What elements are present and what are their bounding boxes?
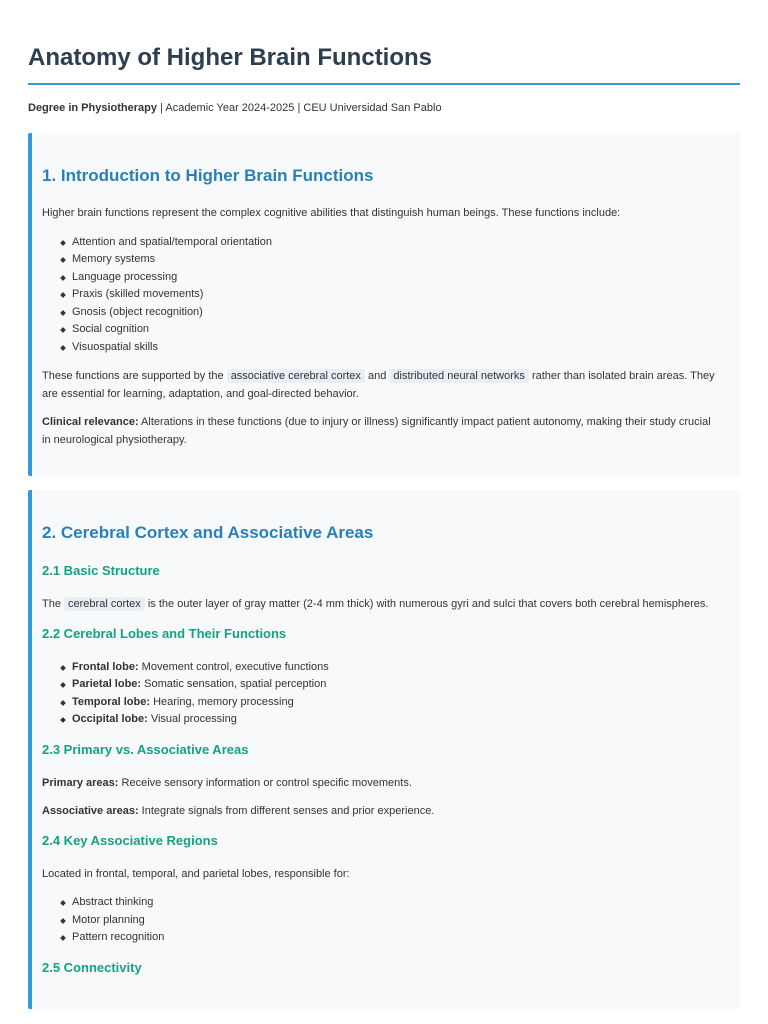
- lobe-desc: Movement control, executive functions: [138, 660, 329, 673]
- regions-list: [42, 894, 722, 947]
- lobes-list: [42, 659, 722, 729]
- list-item: [60, 694, 722, 712]
- list-item: [60, 676, 722, 694]
- subsection-heading: 2.4 Key Associative Regions: [42, 832, 218, 848]
- list-item: [60, 711, 722, 729]
- highlight-term: cerebral cortex: [64, 597, 145, 611]
- associative-text: Integrate signals from different senses and prior experience.: [138, 805, 435, 817]
- lobe-name: Parietal lobe:: [72, 678, 142, 690]
- list-item: Pattern recognition: [60, 929, 722, 947]
- lobe-desc: Somatic sensation, spatial perception: [141, 678, 327, 690]
- page-title: Anatomy of Higher Brain Functions: [28, 0, 740, 85]
- subsection-heading: 2.2 Cerebral Lobes and Their Functions: [42, 625, 287, 641]
- basic-text-post: is the outer layer of gray matter (2-4 mm thick) with numerous gyri and sulci that covers both cerebral hemispheres.: [147, 598, 709, 610]
- section-introduction: [28, 133, 740, 476]
- degree-label: Degree in Physiotherapy: [28, 102, 157, 114]
- primary-label: Primary areas:: [42, 776, 119, 789]
- subsection-heading: 2.1 Basic Structure: [42, 563, 160, 578]
- lobe-name: Temporal lobe:: [72, 695, 151, 708]
- section-heading: 2. Cerebral Cortex and Associative Areas: [42, 523, 374, 542]
- associative-label: Associative areas:: [42, 805, 139, 817]
- functions-list: [42, 234, 722, 357]
- associative-areas-paragraph: [42, 803, 722, 821]
- support-paragraph: [42, 368, 722, 403]
- basic-structure-paragraph: [42, 596, 722, 614]
- lobe-name: Frontal lobe:: [72, 660, 139, 673]
- intro-paragraph: Higher brain functions represent the complex cognitive abilities that distinguish human beings. These functions include:: [42, 207, 621, 219]
- regions-intro: Located in frontal, temporal, and parietal lobes, responsible for:: [42, 867, 350, 880]
- support-text-mid: and: [367, 370, 387, 382]
- lobe-desc: Visual processing: [147, 713, 237, 725]
- list-item: Motor planning: [60, 912, 722, 930]
- list-item: [60, 659, 722, 677]
- list-item: Abstract thinking: [60, 894, 722, 912]
- course-meta-rest: | Academic Year 2024-2025 | CEU Universidad San Pablo: [157, 102, 442, 114]
- highlight-term: distributed neural networks: [389, 369, 528, 383]
- list-item: Language processing: [60, 269, 722, 287]
- clinical-label: Clinical relevance:: [42, 416, 139, 428]
- subsection-heading: 2.5 Connectivity: [42, 959, 142, 975]
- list-item: Social cognition: [60, 321, 722, 339]
- list-item: Attention and spatial/temporal orientation: [60, 234, 722, 252]
- list-item: Memory systems: [60, 251, 722, 269]
- lobe-desc: Hearing, memory processing: [150, 695, 294, 708]
- section-cerebral-cortex: [28, 490, 740, 1009]
- section-heading: 1. Introduction to Higher Brain Functions: [42, 166, 374, 185]
- lobe-name: Occipital lobe:: [72, 713, 148, 725]
- list-item: Praxis (skilled movements): [60, 286, 722, 304]
- clinical-paragraph: [42, 414, 722, 449]
- highlight-term: associative cerebral cortex: [227, 369, 365, 383]
- support-text-pre: These functions are supported by the: [42, 370, 224, 382]
- list-item: Visuospatial skills: [60, 339, 722, 357]
- basic-text-pre: The: [42, 598, 61, 610]
- primary-text: Receive sensory information or control specific movements.: [118, 776, 412, 789]
- support-text-post: rather than isolated brain areas. They are essential for learning, adaptation, and goal-directed behavior.: [42, 370, 715, 400]
- list-item: Gnosis (object recognition): [60, 304, 722, 322]
- primary-areas-paragraph: [42, 775, 722, 793]
- clinical-text: Alterations in these functions (due to injury or illness) significantly impact patient autonomy, making their study crucial in neurological physiotherapy.: [42, 416, 711, 446]
- course-meta: [28, 101, 740, 115]
- subsection-heading: 2.3 Primary vs. Associative Areas: [42, 741, 249, 757]
